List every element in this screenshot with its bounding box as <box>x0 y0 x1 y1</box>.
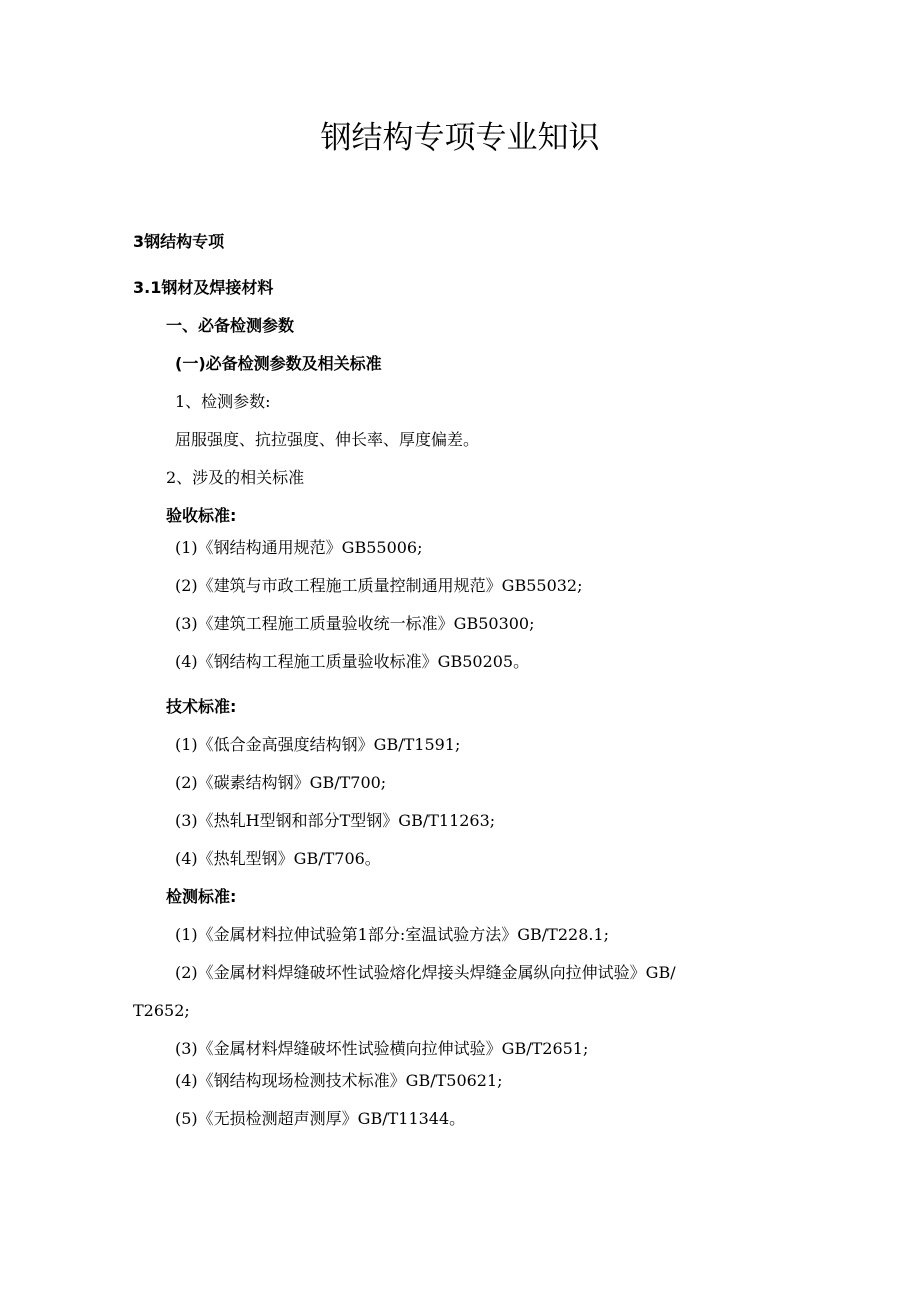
part-heading: 一、必备检测参数 <box>166 316 295 335</box>
item2-label: 2、涉及的相关标准 <box>166 468 305 487</box>
testing-item: (3)《金属材料焊缝破坏性试验横向拉伸试验》GB/T2651; <box>175 1039 589 1058</box>
testing-item: (5)《无损检测超声测厚》GB/T11344。 <box>175 1109 466 1128</box>
testing-item-continuation: T2652; <box>133 1001 190 1020</box>
acceptance-item: (3)《建筑工程施工质量验收统一标准》GB50300; <box>175 614 535 633</box>
item1-text: 屈服强度、抗拉强度、伸长率、厚度偏差。 <box>175 430 480 449</box>
acceptance-item: (2)《建筑与市政工程施工质量控制通用规范》GB55032; <box>175 576 583 595</box>
testing-item: (4)《钢结构现场检测技术标准》GB/T50621; <box>175 1071 503 1090</box>
acceptance-item: (4)《钢结构工程施工质量验收标准》GB50205。 <box>175 652 530 671</box>
acceptance-item: (1)《钢结构通用规范》GB55006; <box>175 538 423 557</box>
technical-item: (4)《热轧型钢》GB/T706。 <box>175 849 381 868</box>
page-title: 钢结构专项专业知识 <box>320 120 600 156</box>
testing-heading: 检测标准: <box>166 887 237 906</box>
acceptance-heading: 验收标准: <box>166 506 237 525</box>
section-heading: 3钢结构专项 <box>133 232 225 251</box>
testing-item: (1)《金属材料拉伸试验第1部分:室温试验方法》GB/T228.1; <box>175 925 610 944</box>
technical-item: (1)《低合金高强度结构钢》GB/T1591; <box>175 735 461 754</box>
item1-label: 1、检测参数: <box>175 392 271 411</box>
subsection-heading: 3.1钢材及焊接材料 <box>133 278 274 297</box>
technical-item: (3)《热轧H型钢和部分T型钢》GB/T11263; <box>175 811 496 830</box>
technical-item: (2)《碳素结构钢》GB/T700; <box>175 773 387 792</box>
sub-heading: (一)必备检测参数及相关标准 <box>175 354 382 373</box>
testing-item: (2)《金属材料焊缝破坏性试验熔化焊接头焊缝金属纵向拉伸试验》GB/ <box>175 963 676 982</box>
technical-heading: 技术标准: <box>166 697 237 716</box>
